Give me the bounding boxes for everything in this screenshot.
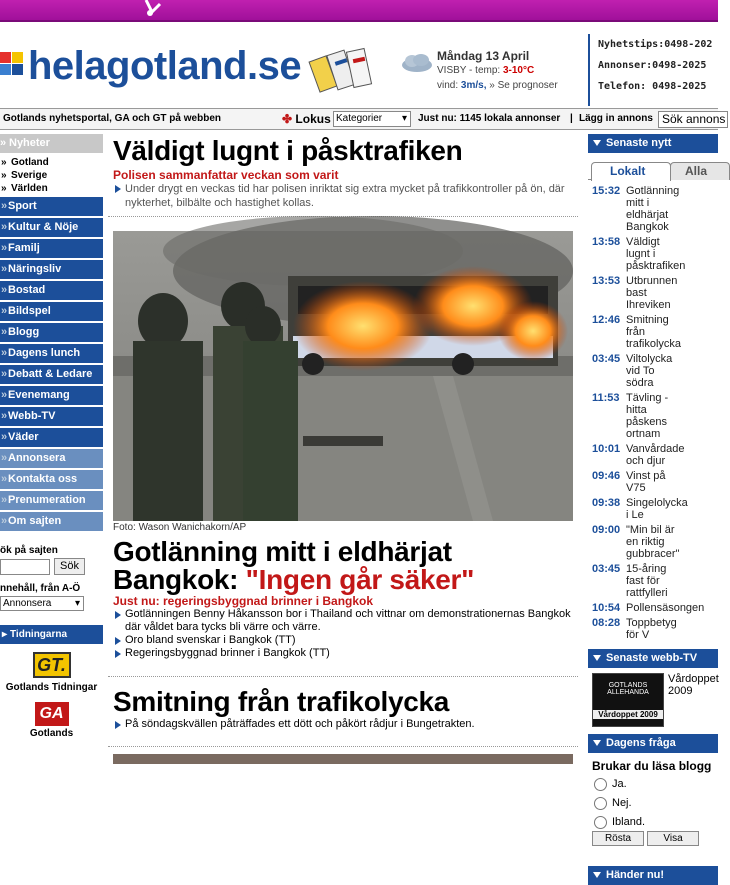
category-select[interactable] xyxy=(333,111,411,127)
news-text: Smitning från trafikolycka xyxy=(626,314,682,350)
story-2-link-2[interactable]: Regeringsbyggnad brinner i Bangkok (TT) xyxy=(113,647,578,660)
news-text: Vinst på V75 xyxy=(626,470,666,494)
news-item[interactable] xyxy=(588,563,718,599)
news-time: 03:45 xyxy=(592,353,621,365)
poll-head: Dagens fråga xyxy=(588,734,718,753)
news-text: Vanvårdade och djur xyxy=(626,443,685,467)
category-select-value: Kategorier xyxy=(336,113,383,124)
news-time: 03:45 xyxy=(592,563,621,575)
nav-news-sublist xyxy=(0,153,103,197)
news-text: Singelolycka i Le xyxy=(626,497,688,521)
site-header xyxy=(0,24,718,108)
nav-item-dagens-lunch[interactable]: » Dagens lunch xyxy=(0,344,103,363)
story-2-title-line2[interactable] xyxy=(113,566,578,594)
webtv-thumb-label: Vårdoppet 2009 xyxy=(593,710,663,719)
nav-item-webb-tv[interactable]: » Webb-TV xyxy=(0,407,103,426)
divider-2 xyxy=(108,676,578,677)
show-results-button[interactable]: Visa xyxy=(647,831,699,846)
story-2 xyxy=(113,538,578,660)
poll-option-yes[interactable]: Ja. xyxy=(594,777,718,791)
story-2-title-quote: "Ingen går säker" xyxy=(245,564,475,595)
news-text: Väldigt lugnt i påsktrafiken xyxy=(626,236,686,272)
nav-item-kontakta[interactable]: » Kontakta oss xyxy=(0,470,103,489)
poll-buttons xyxy=(592,831,718,846)
weather-location: VISBY - temp: xyxy=(437,65,501,76)
lokus-flower-icon: ✤ xyxy=(282,112,293,126)
story-3-lead: På söndagskvällen påträffades ett dött och påkört rådjur i Bungetrakten. xyxy=(113,718,578,731)
info-bar xyxy=(0,108,726,130)
weather-wind-line xyxy=(437,80,558,91)
contact-box xyxy=(588,34,718,106)
news-time: 08:28 xyxy=(592,617,621,629)
nav-item-vader[interactable]: » Väder xyxy=(0,428,103,447)
chevron-down-icon: ▾ xyxy=(401,113,407,124)
news-item[interactable] xyxy=(588,353,718,389)
burning-bus-image xyxy=(113,231,573,521)
site-logo[interactable]: helagotland.se xyxy=(28,44,302,88)
logo-square-blue xyxy=(12,64,23,75)
lokus-logo[interactable] xyxy=(282,112,331,126)
news-time: 10:01 xyxy=(592,443,621,455)
papers-head: ▸ Tidningarna xyxy=(0,625,103,644)
story-2-title-line1[interactable]: Gotlänning mitt i eldhärjat xyxy=(113,536,452,567)
story-1-subtitle: Polisen sammanfattar veckan som varit xyxy=(113,168,339,182)
top-banner xyxy=(0,0,718,22)
ga-logo[interactable]: GA xyxy=(35,702,69,726)
news-text: Viltolycka vid To södra xyxy=(626,353,673,389)
news-item[interactable] xyxy=(588,185,718,233)
news-time: 11:53 xyxy=(592,392,620,404)
site-search-label: ök på sajten xyxy=(0,545,58,556)
gt-caption[interactable]: Gotlands Tidningar xyxy=(5,682,98,693)
news-item[interactable] xyxy=(588,314,718,350)
lokus-label: Lokus xyxy=(295,112,331,126)
news-item[interactable] xyxy=(588,497,718,521)
news-time: 10:54 xyxy=(592,602,621,614)
contact-tips: Nyhetstips:0498-202 xyxy=(598,39,713,50)
nav-item-kultur[interactable]: » Kultur & Nöje xyxy=(0,218,103,237)
news-text: Pollensäsongen xyxy=(626,602,705,614)
webtv-thumb-brand: GOTLANDS ALLEHANDA xyxy=(607,682,649,696)
site-search-button[interactable]: Sök xyxy=(54,558,85,575)
nav-sub-sverige[interactable]: » Sverige xyxy=(0,169,103,182)
news-text: "Min bil är en riktig gubbracer" xyxy=(626,524,680,560)
story-1-lead: Under drygt en veckas tid har polisen inriktat sig extra mycket på trafikkontroller på ön, där nykterhet, bilbälte och hastighet kollas. xyxy=(113,182,573,210)
news-list xyxy=(588,180,718,641)
index-label: nnehåll, från A-Ö xyxy=(0,583,81,594)
news-item[interactable] xyxy=(588,470,718,494)
nav-item-prenumeration[interactable]: » Prenumeration xyxy=(0,491,103,510)
news-item[interactable] xyxy=(588,617,718,641)
nav-item-evenemang[interactable]: » Evenemang xyxy=(0,386,103,405)
news-item[interactable] xyxy=(588,275,718,311)
nav-item-om-sajten[interactable]: » Om sajten xyxy=(0,512,103,531)
news-time: 09:00 xyxy=(592,524,621,536)
right-column xyxy=(588,134,718,885)
weather-temp-line xyxy=(437,65,534,76)
latest-news-head: Senaste nytt xyxy=(588,134,718,153)
add-ad-link[interactable]: Lägg in annons xyxy=(579,113,653,124)
story-3-title[interactable]: Smitning från trafikolycka xyxy=(113,686,450,717)
story-2-title-bangkok: Bangkok: xyxy=(113,564,246,595)
nav-news-head[interactable]: » Nyheter xyxy=(0,134,103,153)
nav-sub-gotland[interactable]: » Gotland xyxy=(0,156,103,169)
nav-item-naringsliv[interactable]: » Näringsliv xyxy=(0,260,103,279)
news-photo[interactable] xyxy=(113,231,573,521)
news-time: 12:46 xyxy=(592,314,621,326)
story-3 xyxy=(113,686,578,731)
infobar-separator: | xyxy=(570,113,573,124)
news-item[interactable] xyxy=(588,602,718,614)
index-select[interactable]: Annonsera ▾ xyxy=(0,596,84,611)
news-item[interactable] xyxy=(588,443,718,467)
news-item[interactable] xyxy=(588,236,718,272)
logo-square-red xyxy=(0,52,11,63)
news-time: 09:38 xyxy=(592,497,621,509)
site-search-row xyxy=(0,558,103,575)
story-1-title[interactable]: Väldigt lugnt i påsktrafiken xyxy=(113,135,463,166)
poll-question: Brukar du läsa blogg xyxy=(592,759,712,773)
webtv-thumbnail[interactable] xyxy=(592,673,664,727)
news-time: 13:53 xyxy=(592,275,621,287)
next-story-photo[interactable] xyxy=(113,754,573,764)
forecast-link[interactable]: » Se prognoser xyxy=(489,80,558,91)
nav-item-blogg[interactable]: » Blogg xyxy=(0,323,103,342)
weather-wind: 3m/s, xyxy=(460,80,487,91)
nav-sub-varlden[interactable]: » Världen xyxy=(0,182,103,195)
site-search-input[interactable] xyxy=(0,559,50,575)
news-text: Toppbetyg för V xyxy=(626,617,677,641)
weather-temp: 3-10°C xyxy=(502,65,535,76)
news-text: Gotlänning mitt i eldhärjat Bangkok xyxy=(626,185,680,233)
cloud-icon xyxy=(400,53,434,73)
poll-option-no[interactable]: Nej. xyxy=(594,796,718,810)
nav-item-sport[interactable]: » Sport xyxy=(0,197,103,216)
tab-local[interactable]: Lokalt xyxy=(591,162,671,181)
nav-item-bostad[interactable]: » Bostad xyxy=(0,281,103,300)
figure-icon xyxy=(138,0,168,16)
tab-all[interactable]: Alla xyxy=(670,162,730,180)
webtv-item[interactable] xyxy=(588,673,718,727)
now-ads-count: Just nu: 1145 lokala annonser xyxy=(418,113,561,124)
news-time: 15:32 xyxy=(592,185,621,197)
news-text: Tävling - hitta påskens ortnam xyxy=(626,392,669,440)
webtv-title[interactable]: Vårdoppet 2009 xyxy=(668,673,719,697)
contact-phone: Telefon: 0498-2025 xyxy=(598,81,707,92)
photo-caption: Foto: Wason Wanichakorn/AP xyxy=(113,522,247,533)
site-tagline: Gotlands nyhetsportal, GA och GT på webben xyxy=(3,113,221,124)
divider-3 xyxy=(108,746,578,747)
weather-date: Måndag 13 April xyxy=(437,49,530,63)
weather-wind-label: vind: xyxy=(437,80,459,91)
news-item[interactable] xyxy=(588,392,718,440)
story-2-subtitle: Just nu: regeringsbyggnad brinner i Bangkok xyxy=(113,594,374,608)
ga-caption[interactable]: Gotlands xyxy=(29,728,74,739)
contact-ads: Annonser:0498-2025 xyxy=(598,60,707,71)
ad-search-input[interactable]: Sök annons xyxy=(658,111,728,128)
nav-item-debatt[interactable]: » Debatt & Ledare xyxy=(0,365,103,384)
newspapers-icon xyxy=(310,44,384,94)
story-2-link-1[interactable]: Oro bland svenskar i Bangkok (TT) xyxy=(113,634,578,647)
nav-item-annonsera[interactable]: » Annonsera xyxy=(0,449,103,468)
logo-square-yellow xyxy=(12,52,23,63)
webtv-head: Senaste webb-TV xyxy=(588,649,718,668)
story-2-lead: Gotlänningen Benny Håkansson bor i Thailand och vittnar om demonstrationernas Bangkok där våldet bara tycks bli värre och värre. xyxy=(113,608,578,634)
story-1 xyxy=(113,134,573,210)
logo-square-blue2 xyxy=(0,64,11,75)
left-navigation xyxy=(0,134,103,740)
news-item[interactable] xyxy=(588,524,718,560)
poll-option-sometimes[interactable]: Ibland. xyxy=(594,815,718,829)
news-text: Utbrunnen bast Ihreviken xyxy=(626,275,678,311)
news-text: 15-åring fast för rattfylleri xyxy=(626,563,668,599)
news-time: 09:46 xyxy=(592,470,621,482)
news-time: 13:58 xyxy=(592,236,621,248)
happens-now-head: Händer nu! xyxy=(588,866,718,885)
gt-logo[interactable]: GT. xyxy=(33,652,71,678)
vote-button[interactable]: Rösta xyxy=(592,831,644,846)
nav-item-bildspel[interactable]: » Bildspel xyxy=(0,302,103,321)
news-tabs xyxy=(588,158,718,180)
nav-item-familj[interactable]: » Familj xyxy=(0,239,103,258)
